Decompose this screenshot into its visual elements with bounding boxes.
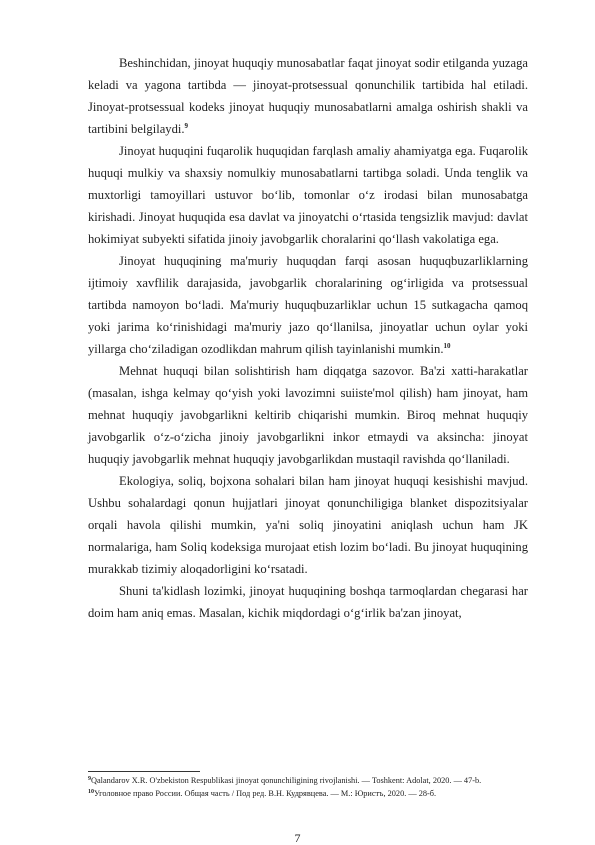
footnotes bbox=[88, 775, 528, 801]
footnote-text: Уголовное право России. Общая часть / Под ред. В.Н. Кудрявцева. — М.: Юристъ, 2020. — 28-б. bbox=[94, 789, 437, 798]
footnote-10 bbox=[88, 788, 528, 799]
paragraph-5: Ekologiya, soliq, bojxona sohalari bilan ham jinoyat huquqi kesishishi mavjud. Ushbu sohalardagi qonun hujjatlari jinoyat qonunchiligiga blanket dispozitsiyalar orqali havola qilishi mumkin, ya'ni soliq jinoyatini aniqlash uchun ham JK normalariga, ham Soliq kodeksiga murojaat etish lozim bo‘ladi. Bu jinoyat huquqining murakkab tizimiy aloqadorligini ko‘rsatadi. bbox=[88, 474, 528, 576]
paragraph-3: Jinoyat huquqining ma'muriy huquqdan farqi asosan huquqbuzarliklarning ijtimoiy xavflilik darajasida, javobgarlik choralarining og‘irligida va protsessual tartibda namoyon bo‘ladi. Ma'muriy huquqbuzarliklar uchun 15 sutkagacha qamoq yoki jarima ko‘rinishidagi ma'muriy jazo qo‘llanilsa, jinoyatlar uchun oylar yoki yillarga cho‘ziladigan ozodlikdan mahrum qilish tayinlanishi mumkin.$^{10}$ bbox=[88, 254, 528, 356]
paragraph-6: Shuni ta'kidlash lozimki, jinoyat huquqining boshqa tarmoqlardan chegarasi har doim ham aniq emas. Masalan, kichik miqdordagi o‘g‘irlik ba'zan jinoyat, bbox=[88, 584, 528, 620]
footnote-separator bbox=[88, 771, 200, 772]
footnote-text: Qalandarov X.R. O'zbekiston Respublikasi jinoyat qonunchiligining rivojlanishi. — Toshkent: Adolat, 2020. — 47-b. bbox=[91, 776, 482, 785]
footnote-number: 10 bbox=[88, 789, 94, 795]
footnote-number: 9 bbox=[88, 776, 91, 782]
page-number: 7 bbox=[294, 831, 301, 845]
body-text bbox=[88, 52, 528, 624]
footnote-9 bbox=[88, 775, 528, 786]
paragraph-4: Mehnat huquqi bilan solishtirish ham diqqatga sazovor. Ba'zi xatti-harakatlar (masalan, ishga kelmay qo‘yish yoki lavozimni suiiste'mol qilish) ham jinoyat, ham mehnat huquqiy javobgarlikni keltirib chiqarishi mumkin. Biroq mehnat huquqiy javobgarlik o‘z-o‘zicha jinoiy javobgarlikni inkor etmaydi va aksincha: jinoyat huquqiy javobgarlik mehnat huquqiy javobgarlikdan mustaqil ravishda qo‘llaniladi. bbox=[88, 364, 528, 466]
paragraph-2: Jinoyat huquqini fuqarolik huquqidan farqlash amaliy ahamiyatga ega. Fuqarolik huquqi mulkiy va shaxsiy nomulkiy munosabatlarni tartibga soladi. Unda tenglik va muxtorligi tamoyillari ustuvor bo‘lib, tomonlar o‘z irodasi bilan munosabatga kirishadi. Jinoyat huquqida esa davlat va jinoyatchi o‘rtasida tengsizlik mavjud: davlat hokimiyat subyekti sifatida jinoiy javobgarlik choralarini qo‘llash vakolatiga ega. bbox=[88, 144, 528, 246]
paragraph-1: Beshinchidan, jinoyat huquqiy munosabatlar faqat jinoyat sodir etilganda yuzaga keladi va yagona tartibda — jinoyat-protsessual qonunchilik tartibida hal etiladi. Jinoyat-protsessual kodeks jinoyat huquqiy munosabatlarni amalga oshirish shakli va tartibini belgilaydi.$^9$ bbox=[88, 56, 528, 136]
footnote-ref-9[interactable]: 9 bbox=[184, 122, 189, 130]
footnote-ref-10[interactable]: 10 bbox=[443, 342, 451, 350]
